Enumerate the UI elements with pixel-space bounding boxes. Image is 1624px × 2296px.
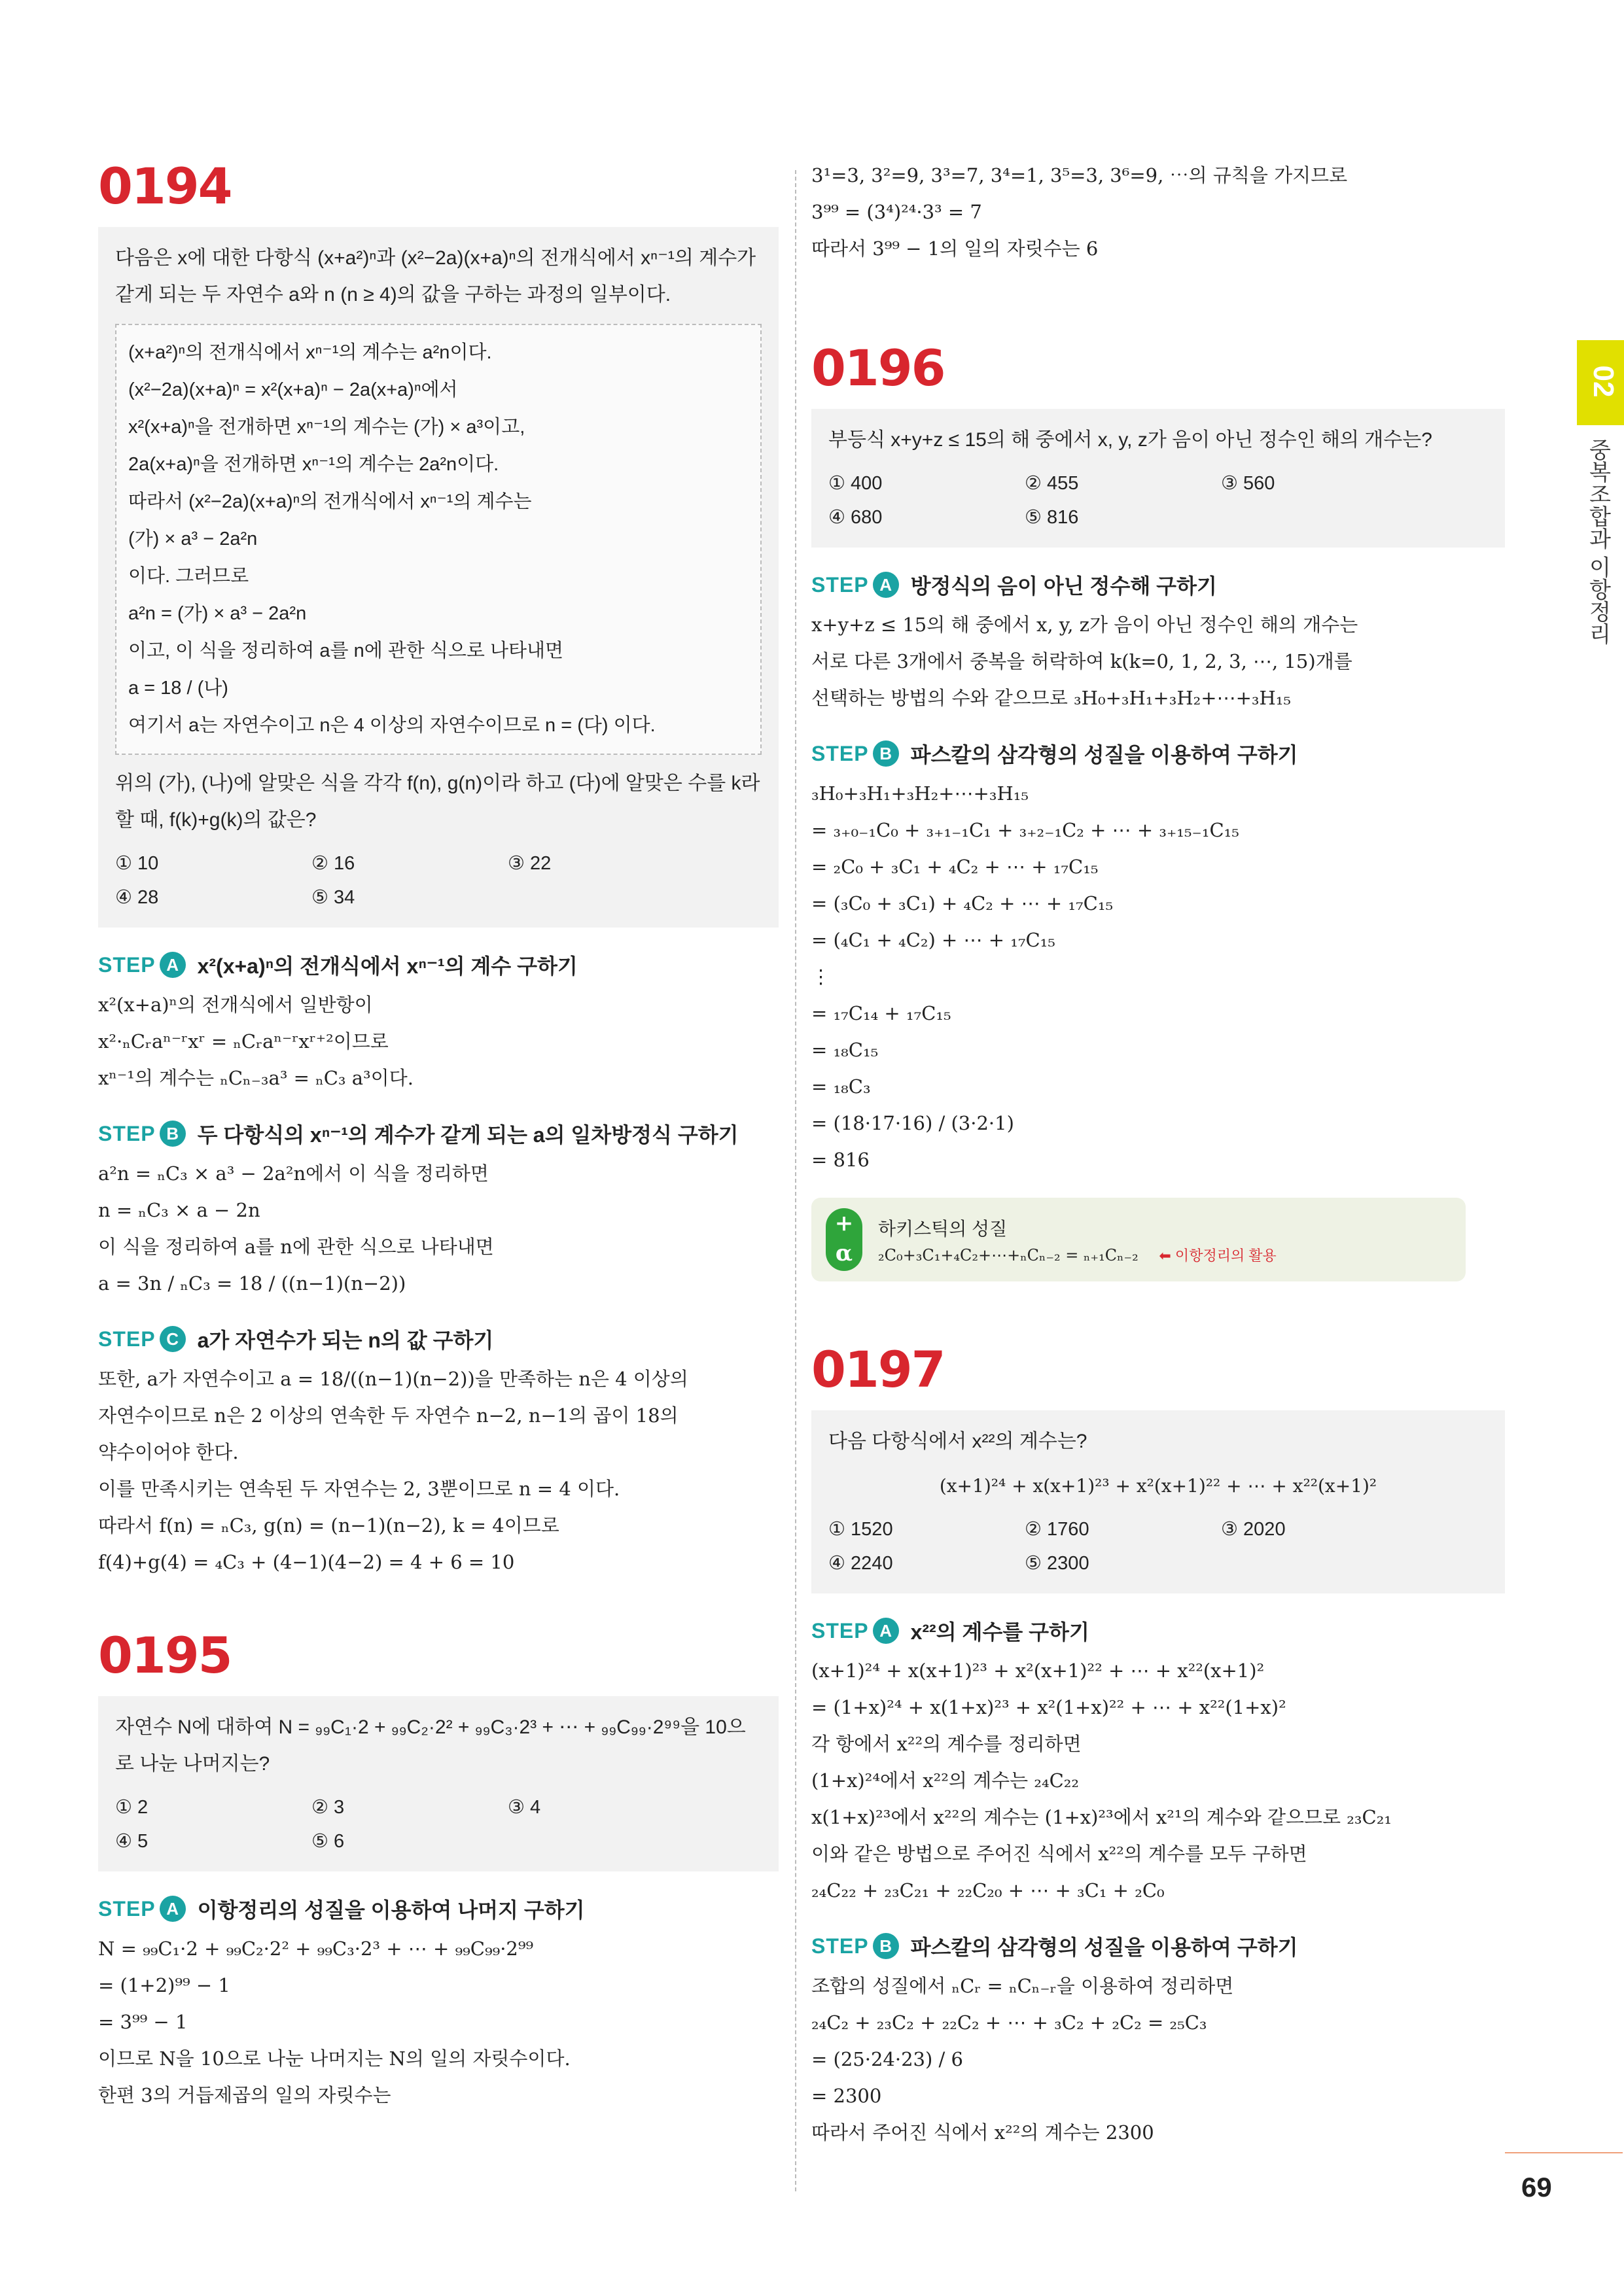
step-body [98, 1930, 779, 2113]
choices [828, 1512, 1488, 1580]
solution-line: = 3⁹⁹ − 1 [98, 2011, 188, 2033]
solution-line: 약수이어야 한다. [98, 1441, 239, 1463]
step-heading [98, 1324, 779, 1354]
solution-0194 [98, 950, 779, 1580]
solution-line: 이 식을 정리하여 a를 n에 관한 식으로 나타내면 [98, 1236, 494, 1258]
proof-line: (가) × a³ − 2a²n [128, 529, 258, 549]
proof-line: a = 18 / (나) [128, 678, 228, 699]
step-body [811, 606, 1505, 716]
tip-formula [878, 1245, 1277, 1265]
step-label: STEP [811, 1934, 869, 1958]
chapter-title: 중복조합과 이항정리 [1585, 438, 1610, 645]
right-column [811, 157, 1505, 2151]
step-heading [811, 1931, 1505, 1961]
solution-line: 이와 같은 방법으로 주어진 식에서 x²²의 계수를 모두 구하면 [811, 1843, 1307, 1865]
solution-line: ₂₄C₂₂ + ₂₃C₂₁ + ₂₂C₂₀ + ⋯ + ₃C₁ + ₂C₀ [811, 1879, 1165, 1902]
step-heading [811, 1616, 1505, 1646]
step-body [98, 1361, 779, 1580]
solution-line: xⁿ⁻¹의 계수는 ₙCₙ₋₃a³ = ₙC₃ a³이다. [98, 1067, 414, 1089]
step-badge: C [160, 1326, 186, 1352]
solution-line: = (18·17·16) / (3·2·1) [811, 1112, 1014, 1134]
solution-line: = 816 [811, 1149, 870, 1171]
solution-line: 이를 만족시키는 연속된 두 자연수는 2, 3뿐이므로 n = 4 이다. [98, 1478, 620, 1500]
choices [828, 466, 1488, 534]
step-heading [811, 570, 1505, 600]
solution-line: = (1+2)⁹⁹ − 1 [98, 1974, 230, 1996]
left-column [98, 157, 779, 2113]
choices [115, 846, 762, 914]
solution-line: = ₁₇C₁₄ + ₁₇C₁₅ [811, 1002, 951, 1024]
solution-line: (1+x)²⁴에서 x²²의 계수는 ₂₄C₂₂ [811, 1769, 1080, 1792]
solution-line: n = ₙC₃ × a − 2n [98, 1199, 260, 1221]
proof-line: (x+a²)ⁿ의 전개식에서 xⁿ⁻¹의 계수는 a²n이다. [128, 342, 492, 363]
plus-alpha-icon: + α [826, 1208, 862, 1271]
solution-line: 한편 3의 거듭제곱의 일의 자릿수는 [98, 2084, 391, 2106]
step-body [811, 1968, 1505, 2151]
solution-line: ₂₄C₂ + ₂₃C₂ + ₂₂C₂ + ⋯ + ₃C₂ + ₂C₂ = ₂₅C₃ [811, 2011, 1207, 2034]
choice-item: ⑤ 2300 [1025, 1553, 1089, 1574]
choice-item: ④ 680 [828, 507, 883, 528]
solution-line: x²·ₙCᵣaⁿ⁻ʳxʳ = ₙCᵣaⁿ⁻ʳxʳ⁺²이므로 [98, 1030, 389, 1052]
problem-0194 [98, 227, 779, 928]
proof-line: 이고, 이 식을 정리하여 a를 n에 관한 식으로 나타내면 [128, 640, 564, 661]
solution-line: = (₄C₁ + ₄C₂) + ⋯ + ₁₇C₁₅ [811, 929, 1055, 951]
step-body [98, 986, 779, 1096]
solution-line: = 2300 [811, 2085, 882, 2107]
solution-line: 각 항에서 x²²의 계수를 정리하면 [811, 1733, 1082, 1755]
step-title: x²²의 계수를 구하기 [910, 1620, 1089, 1644]
proof-line: a²n = (가) × a³ − 2a²n [128, 603, 307, 624]
step-title: 방정식의 음이 아닌 정수해 구하기 [910, 574, 1217, 598]
solution-0196 [811, 570, 1505, 1178]
solution-line: = ₃₊₀₋₁C₀ + ₃₊₁₋₁C₁ + ₃₊₂₋₁C₂ + ⋯ + ₃₊₁₅₋₁C₁₅ [811, 819, 1239, 841]
question-text: 다음 다항식에서 x²²의 계수는? [828, 1431, 1087, 1452]
problem-number-0194: 0194 [98, 157, 232, 215]
choice-item: ⑤ 6 [311, 1831, 345, 1852]
step-badge: A [873, 1618, 899, 1644]
step-label: STEP [98, 952, 156, 977]
tip-title: 하키스틱의 성질 [878, 1218, 1008, 1239]
step-title: 파스칼의 삼각형의 성질을 이용하여 구하기 [910, 1936, 1298, 1959]
solution-line: (x+1)²⁴ + x(x+1)²³ + x²(x+1)²² + ⋯ + x²²(x+1)² [811, 1660, 1265, 1682]
question-text: 다음은 x에 대한 다항식 (x+a²)ⁿ과 (x²−2a)(x+a)ⁿ의 전개식에서 xⁿ⁻¹의 계수가 같게 되는 두 자연수 a와 n (n ≥ 4)의 값을 구하는 과정의 일부이다. [115, 247, 756, 305]
choice-item: ① 10 [115, 853, 159, 874]
choice-item: ① 400 [828, 473, 883, 494]
solution-line: 이므로 N을 10으로 나눈 나머지는 N의 일의 자릿수이다. [98, 2047, 571, 2070]
choices [115, 1790, 762, 1858]
choice-item: ④ 5 [115, 1831, 149, 1852]
choice-item: ① 1520 [828, 1519, 893, 1540]
problem-number-0197: 0197 [811, 1340, 945, 1399]
step-label: STEP [811, 572, 869, 597]
solution-line: 3¹=3, 3²=9, 3³=7, 3⁴=1, 3⁵=3, 3⁶=9, ⋯의 규칙을 가지므로 [811, 164, 1348, 186]
solution-line: 또한, a가 자연수이고 a = 18/((n−1)(n−2))을 만족하는 n은 4 이상의 [98, 1368, 688, 1390]
choice-item: ③ 560 [1221, 473, 1275, 494]
solution-line: N = ₉₉C₁·2 + ₉₉C₂·2² + ₉₉C₃·2³ + ⋯ + ₉₉C₉₉·2⁹⁹ [98, 1938, 534, 1960]
solution-line: 조합의 성질에서 ₙCᵣ = ₙCₙ₋ᵣ을 이용하여 정리하면 [811, 1975, 1234, 1997]
proof-line: 이다. 그러므로 [128, 566, 249, 587]
question-text: 자연수 N에 대하여 N = ₉₉C₁·2 + ₉₉C₂·2² + ₉₉C₃·2³ + ⋯ + ₉₉C₉₉·2⁹⁹을 10으로 나눈 나머지는? [115, 1716, 746, 1775]
choice-item: ③ 4 [508, 1797, 541, 1818]
proof-line: 여기서 a는 자연수이고 n은 4 이상의 자연수이므로 n = (다) 이다. [128, 715, 656, 736]
choice-item: ② 3 [311, 1797, 345, 1818]
solution-line: ₃H₀+₃H₁+₃H₂+⋯+₃H₁₅ [811, 782, 1029, 805]
tip-box [811, 1198, 1466, 1281]
solution-line: = (1+x)²⁴ + x(1+x)²³ + x²(1+x)²² + ⋯ + x²²(1+x)² [811, 1696, 1286, 1718]
solution-line: a²n = ₙC₃ × a³ − 2a²n에서 이 식을 정리하면 [98, 1162, 489, 1185]
choice-item: ⑤ 816 [1025, 507, 1079, 528]
solution-line: 따라서 3⁹⁹ − 1의 일의 자릿수는 6 [811, 237, 1099, 260]
solution-0197 [811, 1616, 1505, 2151]
solution-line: 따라서 f(n) = ₙC₃, g(n) = (n−1)(n−2), k = 4이므로 [98, 1514, 559, 1537]
choice-item: ② 16 [311, 853, 355, 874]
column-divider [795, 170, 796, 2191]
proof-line: (x²−2a)(x+a)ⁿ = x²(x+a)ⁿ − 2a(x+a)ⁿ에서 [128, 379, 458, 400]
solution-line: = ₂C₀ + ₃C₁ + ₄C₂ + ⋯ + ₁₇C₁₅ [811, 856, 1099, 878]
step-title: 파스칼의 삼각형의 성질을 이용하여 구하기 [910, 743, 1298, 767]
tip-formula-text: ₂C₀+₃C₁+₄C₂+⋯+ₙCₙ₋₂ = ₙ₊₁Cₙ₋₂ [878, 1245, 1139, 1264]
proof-line: 따라서 (x²−2a)(x+a)ⁿ의 전개식에서 xⁿ⁻¹의 계수는 [128, 491, 532, 512]
page-number: 69 [1521, 2172, 1552, 2202]
solution-line: = ₁₈C₁₅ [811, 1039, 879, 1061]
step-badge: A [160, 1896, 186, 1922]
step-heading [98, 950, 779, 980]
question-text: 부등식 x+y+z ≤ 15의 해 중에서 x, y, z가 음이 아닌 정수인 해의 개수는? [828, 429, 1432, 451]
choice-item: ② 1760 [1025, 1519, 1089, 1540]
problem-0196 [811, 409, 1505, 548]
step-label: STEP [811, 1618, 869, 1643]
step-badge: B [160, 1121, 186, 1147]
problem-number-0196: 0196 [811, 339, 945, 397]
solution-line: = (25·24·23) / 6 [811, 2048, 963, 2070]
solution-line: x(1+x)²³에서 x²²의 계수는 (1+x)²³에서 x²¹의 계수와 같으므로 ₂₃C₂₁ [811, 1806, 1392, 1828]
choice-item: ① 2 [115, 1797, 149, 1818]
step-label: STEP [98, 1896, 156, 1921]
problem-0197 [811, 1410, 1505, 1593]
solution-line: = ₁₈C₃ [811, 1075, 871, 1098]
problem-0195 [98, 1696, 779, 1871]
choice-item: ④ 28 [115, 887, 159, 908]
polynomial-expression: (x+1)²⁴ + x(x+1)²³ + x²(x+1)²² + ⋯ + x²²(x+1)² [939, 1475, 1377, 1497]
step-badge: B [873, 1933, 899, 1959]
choice-item: ④ 2240 [828, 1553, 893, 1574]
solution-line: a = 3n / ₙC₃ = 18 / ((n−1)(n−2)) [98, 1272, 406, 1295]
step-badge: A [160, 952, 186, 978]
problem-number-0195: 0195 [98, 1626, 232, 1684]
choice-item: ⑤ 34 [311, 887, 355, 908]
solution-line: x²(x+a)ⁿ의 전개식에서 일반항이 [98, 994, 373, 1016]
choice-item: ③ 2020 [1221, 1519, 1286, 1540]
solution-line: 서로 다른 3개에서 중복을 허락하여 k(k=0, 1, 2, 3, ⋯, 15)개를 [811, 650, 1352, 672]
step-heading [98, 1894, 779, 1924]
step-body [811, 1652, 1505, 1909]
tip-note: ⬅ 이항정리의 활용 [1159, 1247, 1277, 1264]
solution-line: x+y+z ≤ 15의 해 중에서 x, y, z가 음이 아닌 정수인 해의 개수는 [811, 614, 1358, 636]
question-text-2: 위의 (가), (나)에 알맞은 식을 각각 f(n), g(n)이라 하고 (다)에 알맞은 수를 k라 할 때, f(k)+g(k)의 값은? [115, 773, 760, 831]
choice-item: ② 455 [1025, 473, 1079, 494]
chapter-tab: 02 [1577, 340, 1624, 425]
solution-line: ⋮ [811, 965, 830, 988]
solution-0195 [98, 1894, 779, 2113]
step-label: STEP [811, 741, 869, 765]
solution-line: = (₃C₀ + ₃C₁) + ₄C₂ + ⋯ + ₁₇C₁₅ [811, 892, 1114, 914]
step-body [98, 1155, 779, 1302]
page-number-rule [1505, 2152, 1623, 2153]
solution-line: 따라서 주어진 식에서 x²²의 계수는 2300 [811, 2121, 1154, 2144]
proof-line: 2a(x+a)ⁿ을 전개하면 xⁿ⁻¹의 계수는 2a²n이다. [128, 454, 499, 475]
proof-line: x²(x+a)ⁿ을 전개하면 xⁿ⁻¹의 계수는 (가) × a³이고, [128, 417, 525, 438]
solution-0195-continued [811, 157, 1505, 267]
step-title: x²(x+a)ⁿ의 전개식에서 xⁿ⁻¹의 계수 구하기 [197, 954, 578, 978]
solution-line: f(4)+g(4) = ₄C₃ + (4−1)(4−2) = 4 + 6 = 10 [98, 1551, 515, 1573]
step-title: 이항정리의 성질을 이용하여 나머지 구하기 [197, 1898, 585, 1922]
solution-line: 선택하는 방법의 수와 같으므로 ₃H₀+₃H₁+₃H₂+⋯+₃H₁₅ [811, 687, 1292, 709]
step-title: a가 자연수가 되는 n의 값 구하기 [197, 1329, 494, 1352]
solution-line: 자연수이므로 n은 2 이상의 연속한 두 자연수 n−2, n−1의 곱이 18의 [98, 1404, 679, 1427]
choice-item: ③ 22 [508, 853, 552, 874]
step-title: 두 다항식의 xⁿ⁻¹의 계수가 같게 되는 a의 일차방정식 구하기 [197, 1123, 739, 1147]
solution-line: 3⁹⁹ = (3⁴)²⁴·3³ = 7 [811, 201, 982, 223]
step-label: STEP [98, 1327, 156, 1351]
step-body [811, 775, 1505, 1178]
step-badge: B [873, 740, 899, 767]
step-badge: A [873, 572, 899, 598]
step-heading [98, 1119, 779, 1149]
step-label: STEP [98, 1121, 156, 1145]
proof-box [115, 324, 762, 755]
step-heading [811, 739, 1505, 769]
